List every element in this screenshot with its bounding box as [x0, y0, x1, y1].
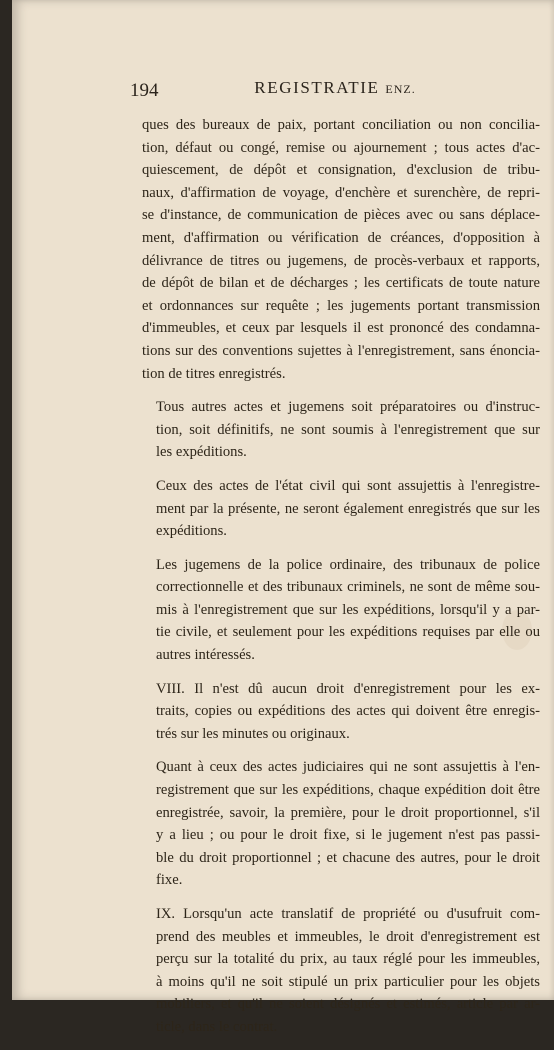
text-line: à moins qu'il ne soit stipulé un prix particulier pour les objets — [156, 973, 540, 990]
text-line: se d'instance, de communication de pièces avec ou sans déplace- — [142, 207, 540, 224]
text-line: ticle, dans le contrat. — [156, 1018, 278, 1035]
text-line: Quant à ceux des actes judiciaires qui ne sont assujettis à l'en- — [156, 759, 540, 776]
page-header — [130, 78, 540, 102]
text-line: ble du droit proportionnel ; et chacune des autres, pour le droit — [156, 849, 540, 866]
paragraph-6 — [142, 756, 540, 892]
text-line: traits, copies ou expéditions des actes qui doivent être enregis- — [156, 703, 540, 720]
text-line: naux, d'affirmation de voyage, d'enchère et surenchère, de repri- — [142, 184, 540, 201]
text-line: autres intéressés. — [156, 647, 255, 664]
text-line: tion, défaut ou congé, remise ou ajournement ; tous actes d'ac- — [142, 139, 540, 156]
running-title-main: REGISTRATIE — [254, 78, 380, 97]
text-line: fixe. — [156, 872, 183, 889]
text-line: prend des meubles et immeubles, le droit d'enregistrement est — [156, 928, 540, 945]
text-line: Les jugemens de la police ordinaire, des tribunaux de police — [156, 556, 540, 573]
text-line: délivrance de titres ou jugemens, de procès-verbaux et rapports, — [142, 252, 540, 269]
text-line: et ordonnances sur requête ; les jugements portant transmission — [142, 297, 540, 314]
text-line: trés sur les minutes ou originaux. — [156, 725, 350, 742]
text-line: VIII. Il n'est dû aucun droit d'enregistrement pour les ex- — [156, 680, 540, 697]
body-text — [142, 114, 540, 1050]
text-line: ment par la présente, ne seront également enregistrés que sur les — [156, 500, 540, 517]
page-number: 194 — [130, 80, 159, 101]
text-line: de dépôt de bilan et de décharges ; les certificats de toute nature — [142, 275, 540, 292]
text-line: perçu sur la totalité du prix, au taux réglé pour les immeubles, — [156, 951, 540, 968]
text-line: quiescement, de dépôt et consignation, d'exclusion de tribu- — [142, 162, 540, 179]
text-line: expéditions. — [156, 523, 227, 540]
text-line: y a lieu ; ou pour le droit fixe, si le jugement n'est pas passi- — [156, 827, 540, 844]
text-line: IX. Lorsqu'un acte translatif de propriété ou d'usufruit com- — [156, 906, 540, 922]
text-line: mis à l'enregistrement que sur les expéditions, lorsqu'il y a par- — [156, 601, 540, 618]
text-line: ment, d'affirmation ou vérification de créances, d'opposition à — [142, 229, 540, 246]
text-line: registrement que sur les expéditions, chaque expédition doit être — [156, 782, 540, 799]
text-line: tie civile, et seulement pour les expéditions requises par elle ou — [156, 624, 540, 641]
text-line: tions sur des conventions sujettes à l'enregistrement, sans énoncia- — [142, 342, 540, 359]
text-line: d'immeubles, et ceux par lesquels il est prononcé des condamna- — [142, 320, 540, 337]
running-title — [130, 78, 540, 98]
text-line: enregistrée, savoir, la première, pour le droit proportionnel, s'il — [156, 804, 540, 821]
text-line: Tous autres actes et jugemens soit préparatoires ou d'instruc- — [156, 399, 540, 416]
text-line: Ceux des actes de l'état civil qui sont assujettis à l'enregistre- — [156, 477, 540, 494]
paragraph-4 — [142, 554, 540, 667]
text-line: tion, soit définitifs, ne sont soumis à l'enregistrement que sur — [156, 421, 540, 438]
running-title-small: ENZ. — [385, 82, 416, 96]
text-line: tion de titres enregistrés. — [142, 365, 286, 382]
text-line: mobiliers, et qu'il ne soient désignés et estimés, article par ar- — [156, 996, 540, 1013]
book-page — [12, 0, 554, 1035]
paragraph-article-ix — [142, 903, 540, 1039]
text-line: les expéditions. — [156, 444, 247, 461]
text-line: ques des bureaux de paix, portant conciliation ou non concilia- — [142, 117, 540, 133]
paragraph-3 — [142, 475, 540, 543]
paragraph-1 — [142, 114, 540, 385]
paragraph-2 — [142, 396, 540, 464]
text-line: correctionnelle et des tribunaux criminels, ne sont de même sou- — [156, 579, 540, 596]
paragraph-article-viii — [142, 678, 540, 746]
